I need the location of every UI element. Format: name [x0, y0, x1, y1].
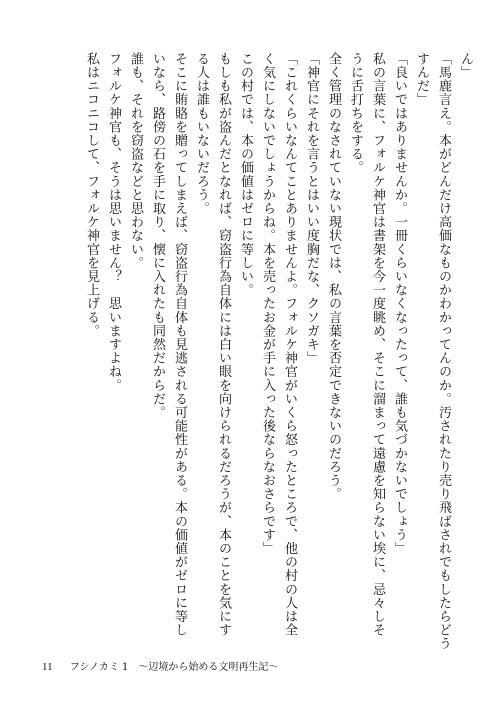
- text-line: そこに賄賂を贈ってしまえば、窃盗行為自体も見逃される可能性がある。本の価値がゼロに等し: [172, 52, 187, 637]
- text-line: 「馬鹿言え。本がどんだけ高価なものかわかってんのか。汚されたり売り飛ばされでもしたらどう: [436, 52, 451, 651]
- page-footer: [42, 661, 278, 674]
- book-title: フシノカミ 1 〜辺境から始める文明再生記〜: [69, 662, 279, 673]
- page-number: 11: [42, 661, 53, 673]
- text-line: 誰も、それを窃盗などと思わない。: [128, 52, 143, 270]
- text-line: る人は誰もいないだろう。: [194, 52, 209, 216]
- vertical-text-body: [25, 52, 475, 652]
- text-line: 私の言葉に、フォルケ神官は書架を今一度眺め、そこに溜まって遠慮を知らない埃に、忌々しそ: [370, 52, 385, 637]
- text-line: 「これくらいなんてことありませんよ。フォルケ神官がいくら怒ったところで、他の村の人は全: [282, 52, 297, 637]
- text-line: 私はニコニコして、フォルケ神官を見上げる。: [84, 52, 99, 338]
- text-line: 「神官にそれを言うとはいい度胸だな、クソガキ」: [304, 52, 319, 365]
- text-line: く気にしないでしょうからね。本を売ったお金が手に入った後ならなおさらです」: [260, 52, 275, 556]
- text-line: ん」: [458, 52, 473, 80]
- text-line: 「良いではありませんか。一冊くらいなくなったって、誰も気づかないでしょう」: [392, 52, 407, 556]
- text-line: いなら、路傍の石を手に取り、懐に入れたも同然だからだ。: [150, 52, 165, 420]
- text-line: 全く管理のなされていない現状では、私の言葉を否定できないのだろう。: [326, 52, 341, 501]
- text-line: すんだ」: [414, 52, 429, 107]
- text-line: フォルケ神官も、そうは思いません？ 思いますよね。: [106, 52, 121, 392]
- text-line: この村では、本の価値はゼロに等しい。: [238, 52, 253, 297]
- text-line: もしも私が盗んだとなれば、窃盗行為自体には白い眼を向けられるだろうが、本のことを気にす: [216, 52, 231, 637]
- text-line: うに舌打ちをする。: [348, 52, 363, 175]
